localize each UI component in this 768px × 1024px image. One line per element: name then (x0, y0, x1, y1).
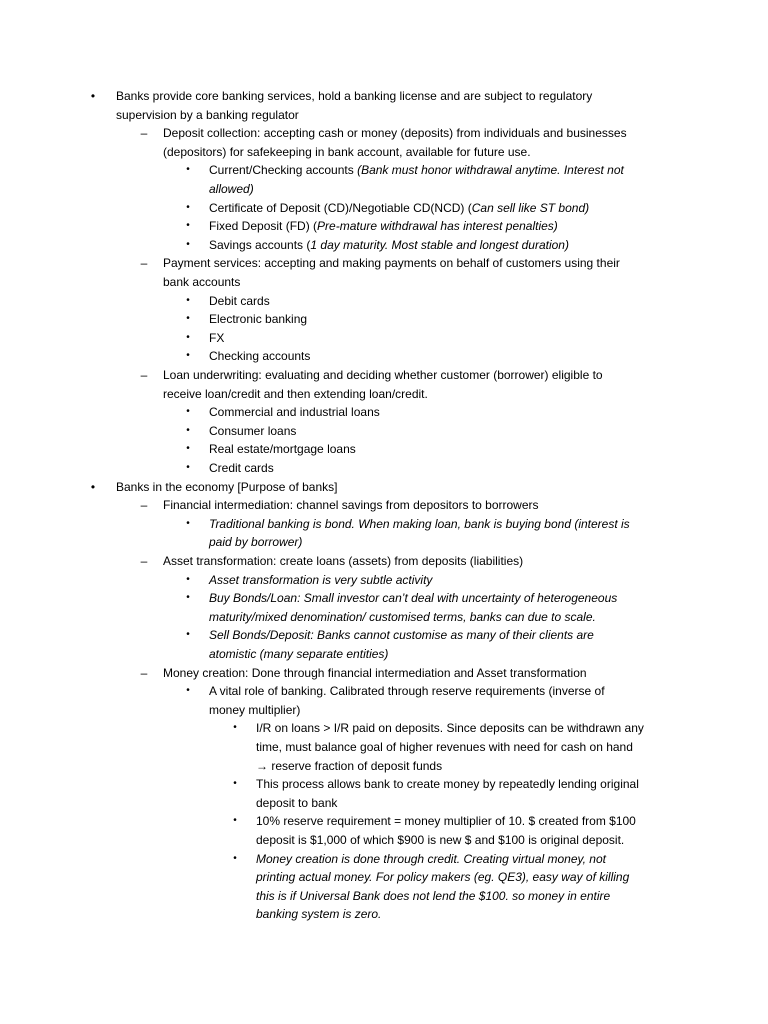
text-run: Asset transformation: create loans (assets) from deposits (liabilities) (163, 554, 524, 568)
italic-text-run: Pre-mature withdrawal has interest penalties) (317, 219, 558, 234)
list-item-text (116, 87, 592, 106)
text-run: (depositors) for safekeeping in bank account, available for future use. (163, 144, 531, 159)
bullet-point: • (90, 89, 96, 103)
bullet-point: • (186, 331, 190, 343)
bullet-point: • (186, 629, 190, 641)
bullet-point: • (186, 350, 190, 362)
list-item-text (163, 366, 603, 385)
list-item-text (209, 310, 307, 329)
list-item-text (163, 124, 627, 143)
italic-text-run: Can sell like ST bond) (471, 200, 590, 215)
text-run: FX (209, 330, 225, 345)
italic-text-run: (Bank must honor withdrawal anytime. Interest not (357, 163, 624, 178)
list-item-text (163, 496, 539, 515)
bullet-point: • (233, 722, 237, 734)
bullet-point: • (233, 815, 237, 827)
text-run: Current/Checking accounts (209, 163, 358, 178)
text-run: A vital role of banking. Calibrated through reserve requirements (inverse of (209, 684, 605, 699)
list-item-text (209, 459, 274, 478)
list-item-text (209, 589, 617, 608)
text-run: Commercial and industrial loans (209, 405, 380, 420)
list-item-text (209, 533, 302, 552)
dash-bullet: – (140, 126, 148, 141)
text-run: Banks in the economy [Purpose of banks] (116, 479, 338, 494)
bullet-point: • (186, 685, 190, 697)
italic-text-run: atomistic (many separate entities) (209, 647, 389, 661)
bullet-point: • (90, 479, 96, 494)
italic-text-run: paid by borrower) (209, 535, 303, 550)
text-run: Loan underwriting: evaluating and deciding whether customer (borrower) eligible to (163, 368, 603, 382)
list-item-text (209, 292, 270, 311)
italic-text-run: Asset transformation is very subtle activity (209, 572, 433, 587)
text-run: supervision by a banking regulator (116, 107, 299, 122)
bullet-point: • (233, 778, 237, 790)
italic-text-run: maturity/mixed denomination/ customised terms, banks can due to scale. (209, 609, 596, 624)
list-item-text (163, 273, 240, 292)
text-run: Financial intermediation: channel savings from depositors to borrowers (163, 498, 539, 513)
text-run: Deposit collection: accepting cash or money (deposits) from individuals and businesses (163, 126, 627, 141)
text-run: receive loan/credit and then extending loan/credit. (163, 386, 428, 401)
list-item-text (209, 217, 558, 236)
dash-bullet: – (140, 554, 148, 568)
list-item-text (209, 236, 569, 255)
text-run: money multiplier) (209, 702, 301, 717)
list-item-text (256, 905, 381, 924)
text-run: Fixed Deposit (FD) ( (209, 219, 318, 234)
list-item-text (209, 347, 310, 366)
list-item-text (209, 440, 356, 459)
text-run: bank accounts (163, 275, 241, 289)
bullet-point: • (186, 238, 190, 250)
list-item-text (256, 757, 442, 776)
list-item-text (209, 422, 296, 441)
list-item-text (209, 515, 630, 534)
text-run: Certificate of Deposit (CD)/Negotiable CD(NCD) ( (209, 200, 472, 215)
list-item-text (256, 738, 633, 757)
bullet-point: • (186, 443, 190, 455)
list-item-text (256, 719, 644, 738)
italic-text-run: this is if Universal Bank does not lend the $100. so money in entire (256, 888, 611, 903)
list-item-text (209, 403, 380, 422)
text-run: 10% reserve requirement = money multiplier of 10. $ created from $100 (256, 814, 636, 829)
list-item-text (209, 608, 596, 627)
italic-text-run: banking system is zero. (256, 907, 382, 922)
italic-text-run: Sell Bonds/Deposit: Banks cannot customise as many of their clients are (209, 628, 594, 643)
text-run: Real estate/mortgage loans (209, 442, 356, 457)
italic-text-run: 1 day maturity. Most stable and longest duration) (310, 237, 569, 252)
list-item-text (256, 887, 610, 906)
bullet-point: • (186, 313, 190, 325)
dash-bullet: – (140, 498, 148, 513)
list-item-text (163, 385, 428, 404)
text-run: Banks provide core banking services, hold a banking license and are subject to regulatory (116, 89, 593, 103)
text-run: Consumer loans (209, 423, 297, 438)
bullet-point: • (186, 406, 190, 418)
list-item-text (163, 664, 587, 683)
text-run: Electronic banking (209, 312, 308, 327)
text-run: I/R on loans > I/R paid on deposits. Since deposits can be withdrawn any (256, 721, 644, 736)
text-run: deposit is $1,000 of which $900 is new $ and $100 is original deposit. (256, 833, 625, 847)
text-run: time, must balance goal of higher revenues with need for cash on hand (256, 740, 633, 754)
text-run: Checking accounts (209, 349, 311, 364)
list-item-text (256, 850, 606, 869)
list-item-text (256, 794, 337, 813)
text-run: Payment services: accepting and making payments on behalf of customers using their (163, 256, 620, 271)
dash-bullet: – (140, 256, 148, 271)
list-item-text (116, 478, 337, 497)
text-run: Credit cards (209, 461, 274, 475)
list-item-text (163, 254, 620, 273)
list-item-text (256, 868, 629, 887)
dash-bullet: – (140, 368, 148, 382)
list-item-text (209, 682, 605, 701)
text-run: → reserve fraction of deposit funds (256, 758, 443, 773)
bullet-point: • (186, 462, 190, 473)
bullet-point: • (186, 201, 190, 213)
text-run: This process allows bank to create money by repeatedly lending original (256, 777, 639, 792)
italic-text-run: Traditional banking is bond. When making loan, bank is buying bond (interest is (209, 516, 630, 531)
list-item-text (209, 645, 388, 664)
list-item-text (209, 199, 589, 218)
bullet-point: • (186, 573, 190, 585)
bullet-point: • (186, 517, 190, 529)
bullet-point: • (186, 164, 190, 176)
list-item-text (209, 329, 224, 348)
bullet-point: • (186, 592, 190, 604)
text-run: Debit cards (209, 293, 270, 308)
list-item-text (163, 552, 523, 571)
bullet-point: • (186, 294, 190, 306)
italic-text-run: printing actual money. For policy makers (eg. QE3), easy way of killing (256, 870, 630, 885)
dash-bullet: – (140, 665, 148, 680)
list-item-text (256, 831, 624, 850)
list-item-text (116, 106, 299, 125)
italic-text-run: Buy Bonds/Loan: Small investor can’t deal with uncertainty of heterogeneous (209, 591, 618, 606)
text-run: deposit to bank (256, 795, 338, 810)
list-item-text (209, 701, 300, 720)
text-run: Savings accounts ( (209, 237, 311, 252)
italic-text-run: allowed) (209, 182, 254, 196)
bullet-point: • (186, 424, 190, 436)
bullet-point: • (186, 220, 190, 232)
list-item-text (209, 161, 624, 180)
text-run: Money creation: Done through financial intermediation and Asset transformation (163, 665, 587, 680)
list-item-text (256, 775, 639, 794)
list-item-text (163, 143, 531, 162)
list-item-text (209, 180, 254, 199)
italic-text-run: Money creation is done through credit. Creating virtual money, not (256, 851, 606, 866)
list-item-text (256, 812, 636, 831)
bullet-point: • (233, 852, 237, 864)
list-item-text (209, 626, 594, 645)
list-item-text (209, 571, 432, 590)
